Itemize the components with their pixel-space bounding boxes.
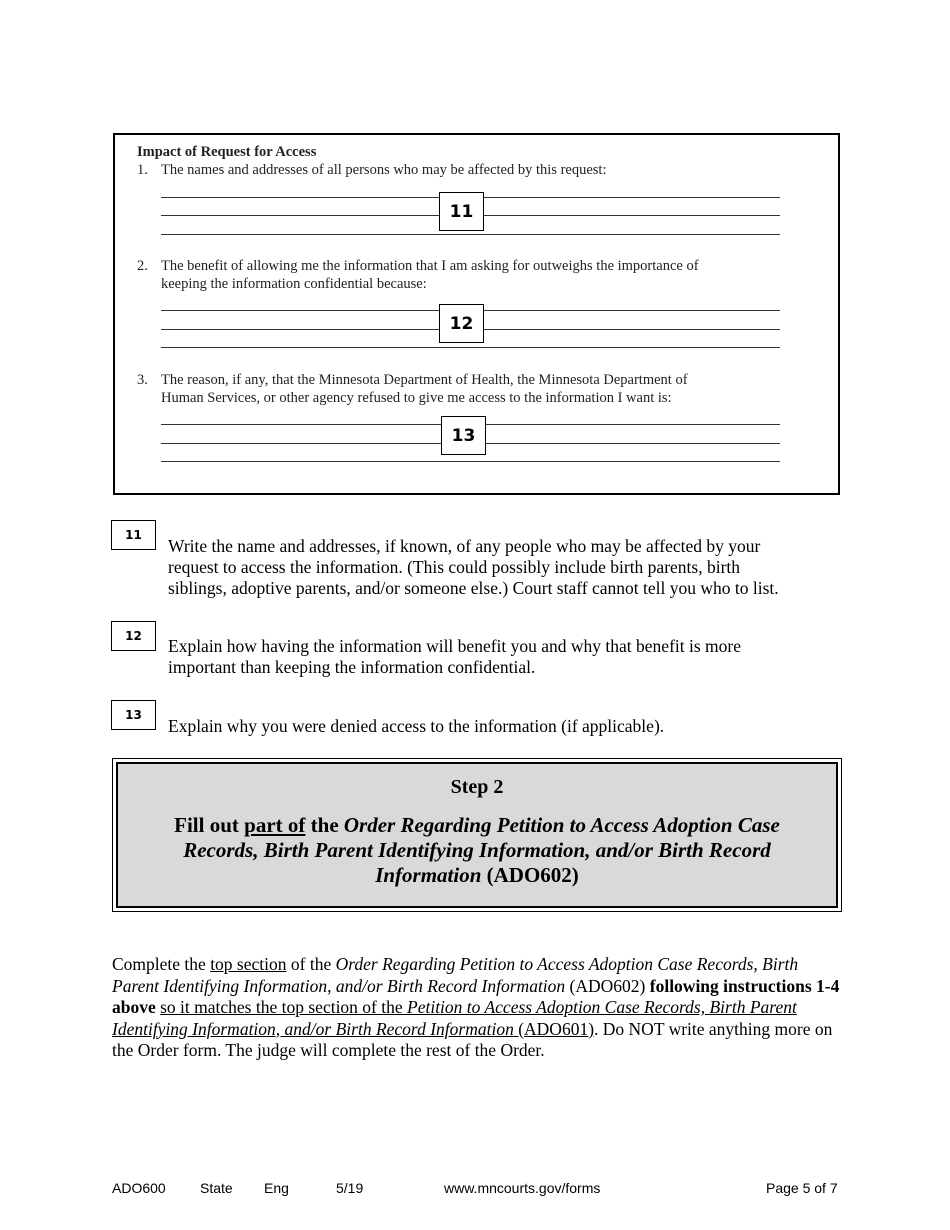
answer-line bbox=[161, 461, 780, 462]
footer-state: State bbox=[200, 1180, 233, 1196]
footer-form-code: ADO600 bbox=[112, 1180, 166, 1196]
instruction-12-line2: important than keeping the information confidential. bbox=[168, 657, 536, 677]
answer-line bbox=[161, 234, 780, 235]
step-2-the: the bbox=[305, 813, 344, 837]
instruction-13-text bbox=[168, 716, 664, 737]
instruction-12-text bbox=[168, 636, 741, 678]
callout-box-11: 11 bbox=[439, 192, 484, 231]
para-top-section: top section bbox=[210, 954, 287, 974]
instruction-13-line1: Explain why you were denied access to the information (if applicable). bbox=[168, 716, 665, 736]
instruction-badge-11: 11 bbox=[111, 520, 156, 550]
para-match-text: so it matches the top section of the bbox=[160, 997, 408, 1017]
para-part: Complete the bbox=[112, 954, 211, 974]
step-2-order-title-3: Information bbox=[375, 863, 482, 887]
step-2-title: Step 2 bbox=[450, 776, 504, 798]
callout-box-13: 13 bbox=[441, 416, 486, 455]
para-following-instructions: following instructions 1-4 above bbox=[112, 975, 840, 1017]
instruction-badge-12: 12 bbox=[111, 621, 156, 651]
step-2-part-of: part of bbox=[244, 813, 306, 837]
para-part: of the bbox=[286, 954, 336, 974]
footer-page-number: Page 5 of 7 bbox=[766, 1180, 838, 1196]
step-2-order-title-1: Order Regarding Petition to Access Adoption Case bbox=[343, 813, 780, 837]
para-petition-code: (ADO601) bbox=[513, 1018, 595, 1039]
instruction-11-line3: siblings, adoptive parents, and/or someone else.) Court staff cannot tell you who to list. bbox=[168, 578, 779, 598]
instruction-12-line1: Explain how having the information will benefit you and why that benefit is more bbox=[168, 636, 741, 656]
footer-date: 5/19 bbox=[336, 1180, 364, 1196]
instruction-11-line2: request to access the information. (This could possibly include birth parents, birth bbox=[168, 557, 741, 577]
instruction-11-text bbox=[168, 536, 779, 599]
para-petition-title: Petition to Access Adoption Case Records, Birth Parent Identifying Information, and/or Birth Record Information bbox=[112, 997, 797, 1039]
step-2-order-title-2: Records, Birth Parent Identifying Information, and/or Birth Record bbox=[183, 838, 771, 862]
para-part: . Do NOT write anything more on the Order form. The judge will complete the rest of the Order. bbox=[112, 1018, 833, 1060]
question-3-text-line2: Human Services, or other agency refused to give me access to the information I want is: bbox=[161, 390, 672, 406]
step-2-box bbox=[112, 758, 842, 912]
step-2-fill-out: Fill out bbox=[174, 813, 245, 837]
para-part: (ADO602) bbox=[565, 975, 650, 996]
question-1-number: 1. bbox=[137, 162, 148, 178]
step-2-form-code: (ADO602) bbox=[481, 863, 579, 887]
question-2-number: 2. bbox=[137, 258, 148, 274]
instructions-paragraph bbox=[112, 954, 840, 1062]
para-order-title: Order Regarding Petition to Access Adoption Case Records, Birth Parent Identifying Information, and/or Birth Record Information bbox=[112, 954, 799, 996]
footer-url[interactable]: www.mncourts.gov/forms bbox=[444, 1180, 601, 1196]
instruction-11-line1: Write the name and addresses, if known, of any people who may be affected by your bbox=[168, 536, 761, 556]
step-2-inner bbox=[116, 762, 838, 908]
form-section-title: Impact of Request for Access bbox=[137, 144, 317, 160]
question-3-text-line1: The reason, if any, that the Minnesota Department of Health, the Minnesota Department of bbox=[161, 372, 688, 388]
step-2-body bbox=[118, 813, 836, 888]
question-1-text: The names and addresses of all persons who may be affected by this request: bbox=[161, 162, 607, 178]
question-2-text-line2: keeping the information confidential because: bbox=[161, 276, 427, 292]
question-2-text-line1: The benefit of allowing me the information that I am asking for outweighs the importance of bbox=[161, 258, 699, 274]
footer-language: Eng bbox=[264, 1180, 289, 1196]
question-3-number: 3. bbox=[137, 372, 148, 388]
callout-box-12: 12 bbox=[439, 304, 484, 343]
instruction-badge-13: 13 bbox=[111, 700, 156, 730]
answer-line bbox=[161, 347, 780, 348]
